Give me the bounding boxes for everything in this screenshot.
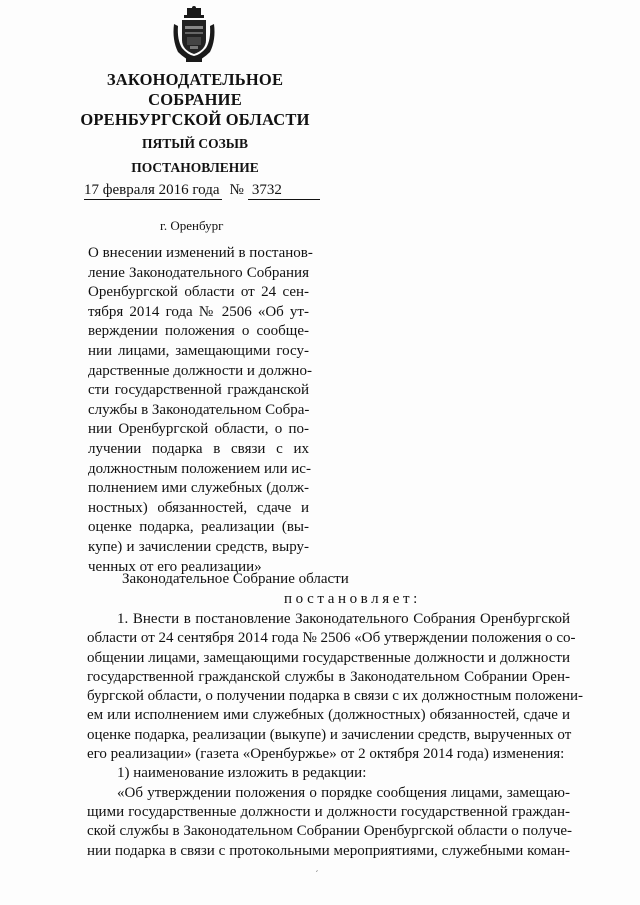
city-label: г. Оренбург	[160, 218, 224, 233]
subject-line: ченных от его реализации»	[88, 558, 262, 575]
subject-line: оценке подарка, реализации (вы-	[88, 519, 309, 536]
preamble-assembly: Законодательное Собрание области	[122, 571, 349, 587]
subject-line: дарственные должности и должно-	[88, 362, 312, 379]
resolution-number: 3732	[248, 182, 320, 200]
subject-line: нии Оренбургской области, о по-	[88, 421, 309, 438]
subject-line: Оренбургской области от 24 сен-	[88, 284, 309, 301]
subject-line: ление Законодательного Собрания	[88, 264, 309, 281]
subject-line: полнением ими служебных (долж-	[88, 480, 309, 497]
body-line: оценке подарка, реализации (выкупе) и зачислении средств, вырученных от	[87, 726, 572, 743]
body-line: общении лицами, замещающими государственные должности и должности	[87, 649, 570, 666]
subject-line: тября 2014 года № 2506 «Об ут-	[88, 303, 309, 320]
body-line: ем или исполнением ими служебных (должностных) обязанностей, сдаче и	[87, 707, 570, 724]
subject-line: сти государственной гражданской	[88, 382, 309, 399]
assembly-title-line-1: ЗАКОНОДАТЕЛЬНОЕ	[106, 70, 284, 89]
document-type-label: ПОСТАНОВЛЕНИЕ	[131, 160, 259, 175]
resolution-body	[87, 610, 583, 861]
coat-of-arms-emblem-icon	[170, 6, 218, 64]
body-line: государственной гражданской службы в Законодательном Собрании Орен-	[87, 668, 570, 685]
subject-line: верждении положения о сообще-	[88, 323, 309, 340]
body-line: бургской области, о получении подарка в связи с их должностным положени-	[87, 688, 583, 705]
body-line: нии подарка в связи с протокольными мероприятиями, служебными коман-	[87, 842, 570, 859]
subject-line: О внесении изменений в постанов-	[88, 245, 313, 261]
assembly-title-line-3: ОРЕНБУРГСКОЙ ОБЛАСТИ	[80, 110, 310, 129]
assembly-title-line-2: СОБРАНИЕ	[148, 90, 242, 109]
body-line: 1. Внести в постановление Законодательного Собрания Оренбургской	[117, 611, 570, 627]
subject-line: должностным положением или ис-	[88, 460, 311, 477]
body-line: «Об утверждении положения о порядке сообщения лицами, замещаю-	[117, 784, 570, 801]
subject-line: службы в Законодательном Собра-	[88, 401, 310, 418]
document-header	[60, 70, 330, 180]
preamble-resolves: постановляет:	[284, 591, 421, 607]
date-number-line	[84, 182, 320, 200]
convocation-label: ПЯТЫЙ СОЗЫВ	[141, 136, 249, 151]
body-line: щими государственные должности и должности государственной граждан-	[87, 803, 570, 820]
body-line: 1) наименование изложить в редакции:	[117, 765, 367, 782]
body-line: ской службы в Законодательном Собрании Оренбургской области о получе-	[87, 823, 573, 840]
subject-line: нии лицами, замещающими госу-	[88, 342, 309, 359]
subject-line: ностных) обязанностей, сдаче и	[88, 499, 309, 516]
body-line: области от 24 сентября 2014 года № 2506 «Об утверждении положения о со-	[87, 630, 576, 647]
subject-line: купе) и зачислении средств, выру-	[88, 538, 309, 555]
subject-line: лучении подарка в связи с их	[88, 440, 309, 457]
number-sign: №	[229, 182, 244, 198]
body-line: его реализации» (газета «Оренбуржье» от 2 октября 2014 года) изменения:	[87, 746, 565, 763]
resolution-subject	[88, 244, 313, 577]
resolution-date: 17 февраля 2016 года	[84, 182, 220, 198]
